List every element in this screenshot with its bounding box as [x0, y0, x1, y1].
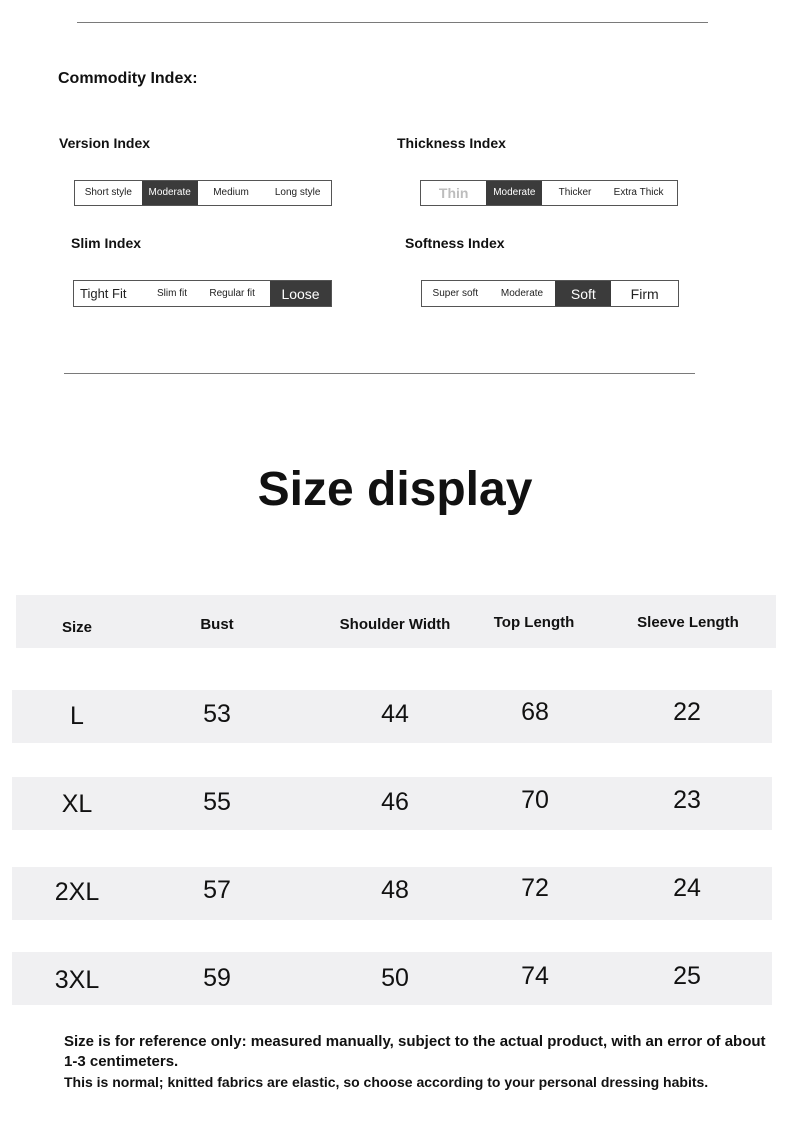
row-l-shoulder: 44	[381, 700, 409, 728]
slim-option-regular-fit: Regular fit	[209, 287, 255, 299]
row-3xl-top-length: 74	[521, 962, 549, 990]
commodity-index-title: Commodity Index:	[58, 70, 198, 87]
thickness-option-thin: Thin	[438, 185, 469, 201]
softness-option-firm: Firm	[630, 285, 659, 302]
version-option-moderate: Moderate	[142, 181, 198, 205]
softness-option-soft: Soft	[555, 281, 611, 306]
row-l-sleeve: 22	[673, 698, 701, 726]
softness-index-title: Softness Index	[405, 235, 505, 251]
slim-index-scale	[73, 280, 332, 307]
softness-index-scale	[421, 280, 679, 307]
row-3xl-bust: 59	[203, 964, 231, 992]
version-option-medium: Medium	[213, 187, 249, 198]
row-xl-sleeve: 23	[673, 786, 701, 814]
slim-index-title: Slim Index	[71, 235, 142, 251]
softness-option-moderate: Moderate	[500, 287, 544, 299]
header-shoulder-width: Shoulder Width	[339, 616, 451, 633]
row-l-top-length: 68	[521, 698, 549, 726]
size-note-reference: Size is for reference only: measured manually, subject to the actual product, with an error of about 1-3 centimeters.	[64, 1033, 766, 1070]
header-bust: Bust	[200, 616, 234, 633]
row-xl-size: XL	[61, 790, 93, 818]
row-xl-shoulder: 46	[381, 788, 409, 816]
slim-option-slim-fit: Slim fit	[157, 287, 187, 299]
version-option-long-style: Long style	[274, 187, 321, 198]
header-size: Size	[61, 619, 92, 636]
row-l-bust: 53	[203, 700, 231, 728]
row-2xl-sleeve: 24	[673, 874, 701, 902]
row-3xl-sleeve: 25	[673, 962, 701, 990]
row-xl-top-length: 70	[521, 786, 549, 814]
row-2xl-bust: 57	[203, 876, 231, 904]
row-2xl-top-length: 72	[521, 874, 549, 902]
version-option-short-style: Short style	[84, 187, 132, 198]
row-3xl-size: 3XL	[54, 966, 100, 994]
middle-divider	[64, 373, 695, 374]
row-l-size: L	[70, 702, 84, 730]
softness-option-super-soft: Super soft	[432, 287, 479, 299]
version-index-title: Version Index	[59, 135, 151, 151]
thickness-option-moderate: Moderate	[486, 181, 542, 205]
header-top-length: Top Length	[493, 614, 575, 631]
header-sleeve-length: Sleeve Length	[637, 614, 739, 631]
row-2xl-shoulder: 48	[381, 876, 409, 904]
thickness-index-title: Thickness Index	[397, 135, 506, 151]
row-3xl-shoulder: 50	[381, 964, 409, 992]
thickness-option-extra-thick: Extra Thick	[613, 187, 664, 198]
row-2xl-size: 2XL	[54, 878, 100, 906]
size-display-title: Size display	[257, 463, 533, 516]
top-divider	[77, 22, 708, 23]
thickness-option-thicker: Thicker	[558, 187, 592, 198]
thickness-index-scale	[420, 180, 678, 206]
version-index-scale	[74, 180, 332, 206]
size-note-elastic: This is normal; knitted fabrics are elastic, so choose according to your personal dressing habits.	[64, 1074, 709, 1090]
slim-option-loose: Loose	[270, 281, 331, 306]
slim-option-tight-fit: Tight Fit	[80, 285, 127, 301]
row-xl-bust: 55	[203, 788, 231, 816]
